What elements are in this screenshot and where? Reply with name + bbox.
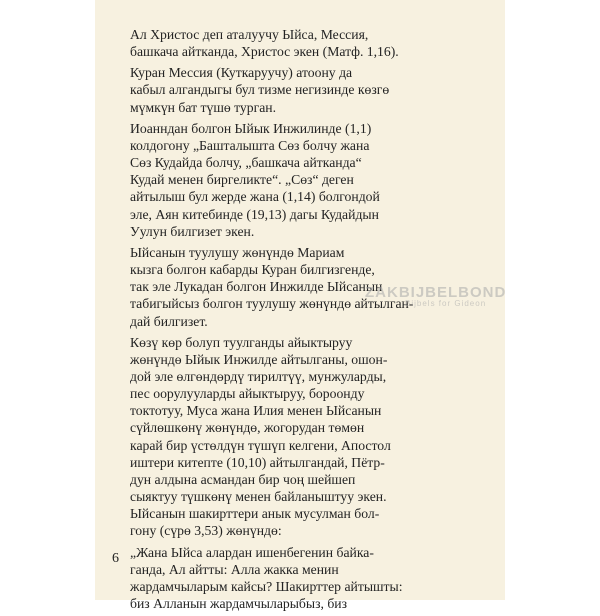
page-number: 6	[112, 551, 119, 566]
watermark-tagline: Bijbels for Gideon	[405, 299, 487, 308]
text-line: Ал Христос деп аталуучу Ыйса, Мессия,	[130, 27, 369, 42]
text-line: табигыйсыз болгон туулушу жөнүндө айтылган-	[130, 296, 414, 312]
text-line: кызга болгон кабарды Куран билгизгенде,	[130, 262, 375, 278]
text-line: Ыйсанын шакирттери анык мусулман бол-	[130, 506, 380, 522]
text-line: пес оорулууларды айыктыруу, бороонду	[130, 386, 365, 402]
text-line: сыяктуу түшкөнү менен байланыштуу экен.	[130, 489, 387, 505]
text-line: дай билгизет.	[130, 313, 208, 329]
text-line: „Жана Ыйса алардан ишенбегенин байка-	[130, 544, 374, 560]
paragraph	[112, 244, 488, 330]
text-line: Уулун билгизет экен.	[130, 223, 255, 239]
paragraph	[112, 334, 488, 540]
text-line: дун алдына асмандан бир чоң шейшеп	[130, 471, 356, 487]
paragraph	[112, 26, 488, 60]
text-line: башкача айтканда, Христос экен (Матф. 1,16).	[130, 44, 399, 60]
text-line: мүмкүн бат түшө турган.	[130, 99, 277, 115]
text-line: Кудай менен биргеликте“. „Сөз“ деген	[130, 172, 354, 188]
text-line: Куран Мессия (Куткаруучу) атоону да	[130, 65, 353, 81]
text-line: Көзү көр болуп туулганды айыктыруу	[130, 334, 353, 350]
text-line: иштери китепте (10,10) айтылгандай, Пётр-	[130, 454, 385, 470]
text-line: сүйлөшкөнү жөнүндө, жогорудан төмөн	[130, 420, 365, 436]
text-line: так эле Лукадан болгон Инжилде Ыйсанын	[130, 279, 383, 295]
text-line: гону (сүрө 3,53) жөнүндө:	[130, 523, 282, 539]
text-line: карай бир үстөлдүн түшүп келгени, Апостол	[130, 437, 391, 453]
text-line: эле, Аян китебинде (19,13) дагы Кудайдын	[130, 206, 379, 222]
text-line: ганда, Ал айтты: Алла жакка менин	[130, 561, 339, 577]
text-line: колдогону „Башталышта Сөз болчу жана	[130, 137, 370, 153]
paragraph	[112, 120, 488, 240]
paragraph	[112, 64, 488, 115]
paragraph	[112, 544, 488, 613]
text-line: жөнүндө Ыйык Инжилде айтылганы, ошон-	[130, 351, 388, 367]
text-line: Ыйсанын туулушу жөнүндө Мариам	[130, 244, 345, 260]
text-line: жардамчыларым кайсы? Шакирттер айтышты:	[130, 578, 403, 594]
text-line: Сөз Кудайда болчу, „башкача айтканда“	[130, 155, 362, 171]
page-text	[112, 26, 488, 616]
text-line: токтотуу, Муса жана Илия менен Ыйсанын	[130, 403, 382, 419]
text-line: дой эле өлгөндөрдү тирилтүү, мунжуларды,	[130, 368, 387, 384]
text-line: биз Алланын жардамчыларыбыз, биз	[130, 596, 348, 611]
watermark-brand: ZAKBIJBELBOND	[365, 284, 507, 301]
text-line: кабыл алгандыгы бул тизме негизинде көзгө	[130, 82, 390, 98]
text-line: айтылыш бул жерде жана (1,14) болгондой	[130, 189, 380, 205]
text-line: Иоанндан болгон Ыйык Инжилинде (1,1)	[130, 120, 372, 136]
